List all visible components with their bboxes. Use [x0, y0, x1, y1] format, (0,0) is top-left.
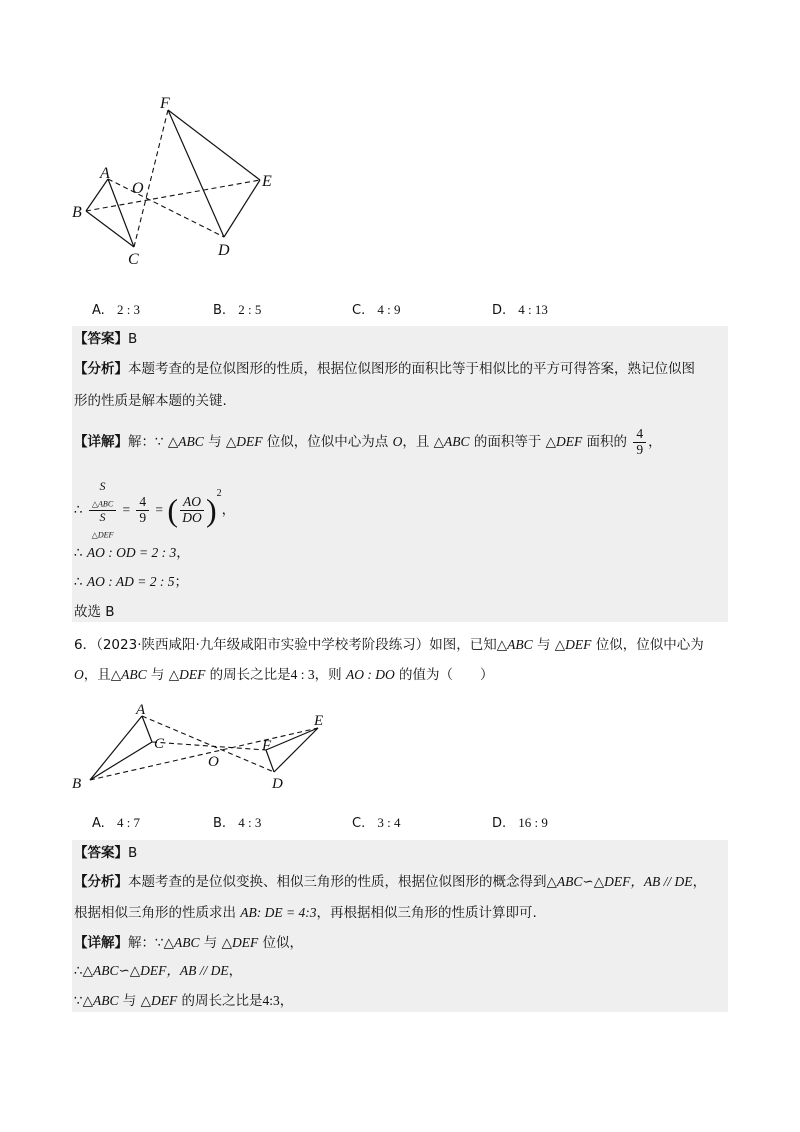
- label-f: F: [262, 738, 272, 754]
- q5-analysis-line-1: 【分析】本题考查的是位似图形的性质，根据位似图形的面积比等于相似比的平方可得答案，熟记位似图: [74, 361, 695, 377]
- label-d: D: [272, 776, 283, 792]
- q6-option-a[interactable]: A. 4 : 7: [92, 815, 141, 831]
- figure-2: [66, 698, 346, 798]
- label-d: D: [218, 242, 230, 259]
- label-b: B: [72, 776, 82, 792]
- fraction-4-9-b: $\frac{4}{9}$: [136, 495, 149, 526]
- dashed-cf: [134, 110, 168, 247]
- q6-detail-line-2: ∴△ABC∽△DEF，AB // DE，: [74, 963, 243, 979]
- segment-ef: [266, 728, 318, 750]
- label-o: O: [132, 180, 144, 197]
- q6-detail-line-3: ∵△ABC 与 △DEF 的周长之比是4:3，: [74, 993, 294, 1009]
- area-ratio-fraction: S $_{\triangle ABC}$ S $_{\triangle DEF}$: [89, 480, 116, 540]
- q6-solution-box: [72, 840, 728, 1012]
- q5-detail-line-2: ∴ S $_{\triangle ABC}$ S $_{\triangle DEF}$ = $\frac{4}{9}$ = ( $\frac{AO}{DO}$ )$^2$，: [74, 479, 236, 540]
- q5-option-d[interactable]: D. 4 : 13: [492, 302, 548, 318]
- label-c: C: [128, 251, 139, 268]
- q5-option-c[interactable]: C. 4 : 9: [352, 302, 401, 318]
- dashed-ad: [108, 179, 224, 237]
- dashed-be: [86, 180, 260, 211]
- segment-ed: [224, 180, 260, 237]
- q6-analysis-line-2: 根据相似三角形的性质求出 AB: DE = 4:3，再根据相似三角形的性质计算即可.: [74, 905, 537, 921]
- q5-answer: 【答案】B: [74, 331, 138, 347]
- q5-detail-line-1: 【详解】解：∵ △ABC 与 △DEF 位似，位似中心为点 O，且 △ABC 的面积等于 △DEF 面积的 $\frac{4}{9}$ ，: [74, 425, 662, 457]
- q5-analysis-line-2: 形的性质是解本题的关键.: [74, 393, 227, 409]
- q6-analysis-line-1: 【分析】本题考查的是位似变换、相似三角形的性质，根据位似图形的概念得到△ABC∽△DEF，AB // DE，: [74, 874, 707, 890]
- q5-detail-line-5: 故选 B: [74, 604, 115, 620]
- label-c: C: [154, 736, 165, 752]
- label-o: O: [208, 754, 219, 770]
- segment-fd: [168, 110, 224, 237]
- q5-option-b[interactable]: B. 2 : 5: [213, 302, 262, 318]
- segment-fe: [168, 110, 260, 180]
- q5-detail-line-3: ∴ AO : OD = 2 : 3，: [74, 545, 190, 561]
- q6-stem-line-1: 6．（2023·陕西咸阳·九年级咸阳市实验中学校考阶段练习）如图，已知△ABC 与 △DEF 位似，位似中心为: [74, 637, 704, 653]
- segment-ed: [274, 728, 318, 772]
- label-e: E: [262, 173, 272, 190]
- label-e: E: [314, 713, 324, 729]
- q6-option-b[interactable]: B. 4 : 3: [213, 815, 262, 831]
- q5-detail-line-4: ∴ AO : AD = 2 : 5；: [74, 574, 188, 590]
- label-a: A: [136, 702, 146, 718]
- fraction-4-9: $\frac{4}{9}$: [633, 427, 646, 458]
- label-f: F: [160, 95, 170, 112]
- q6-option-d[interactable]: D. 16 : 9: [492, 815, 548, 831]
- label-b: B: [72, 204, 82, 221]
- figure-1: [60, 90, 300, 280]
- segment-cb: [90, 742, 152, 780]
- segment-ab: [86, 179, 108, 211]
- q6-option-c[interactable]: C. 3 : 4: [352, 815, 401, 831]
- q5-option-a[interactable]: A. 2 : 3: [92, 302, 141, 318]
- q6-answer: 【答案】B: [74, 845, 138, 861]
- fraction-ao-do: $\frac{AO}{DO}$: [180, 495, 204, 526]
- q6-detail-line-1: 【详解】解：∵△ABC 与 △DEF 位似，: [74, 935, 303, 951]
- q6-stem-line-2: O，且△ABC 与 △DEF 的周长之比是4 : 3，则 AO : DO 的值为（ ）: [74, 667, 494, 683]
- dashed-be: [90, 728, 318, 780]
- label-a: A: [100, 165, 110, 182]
